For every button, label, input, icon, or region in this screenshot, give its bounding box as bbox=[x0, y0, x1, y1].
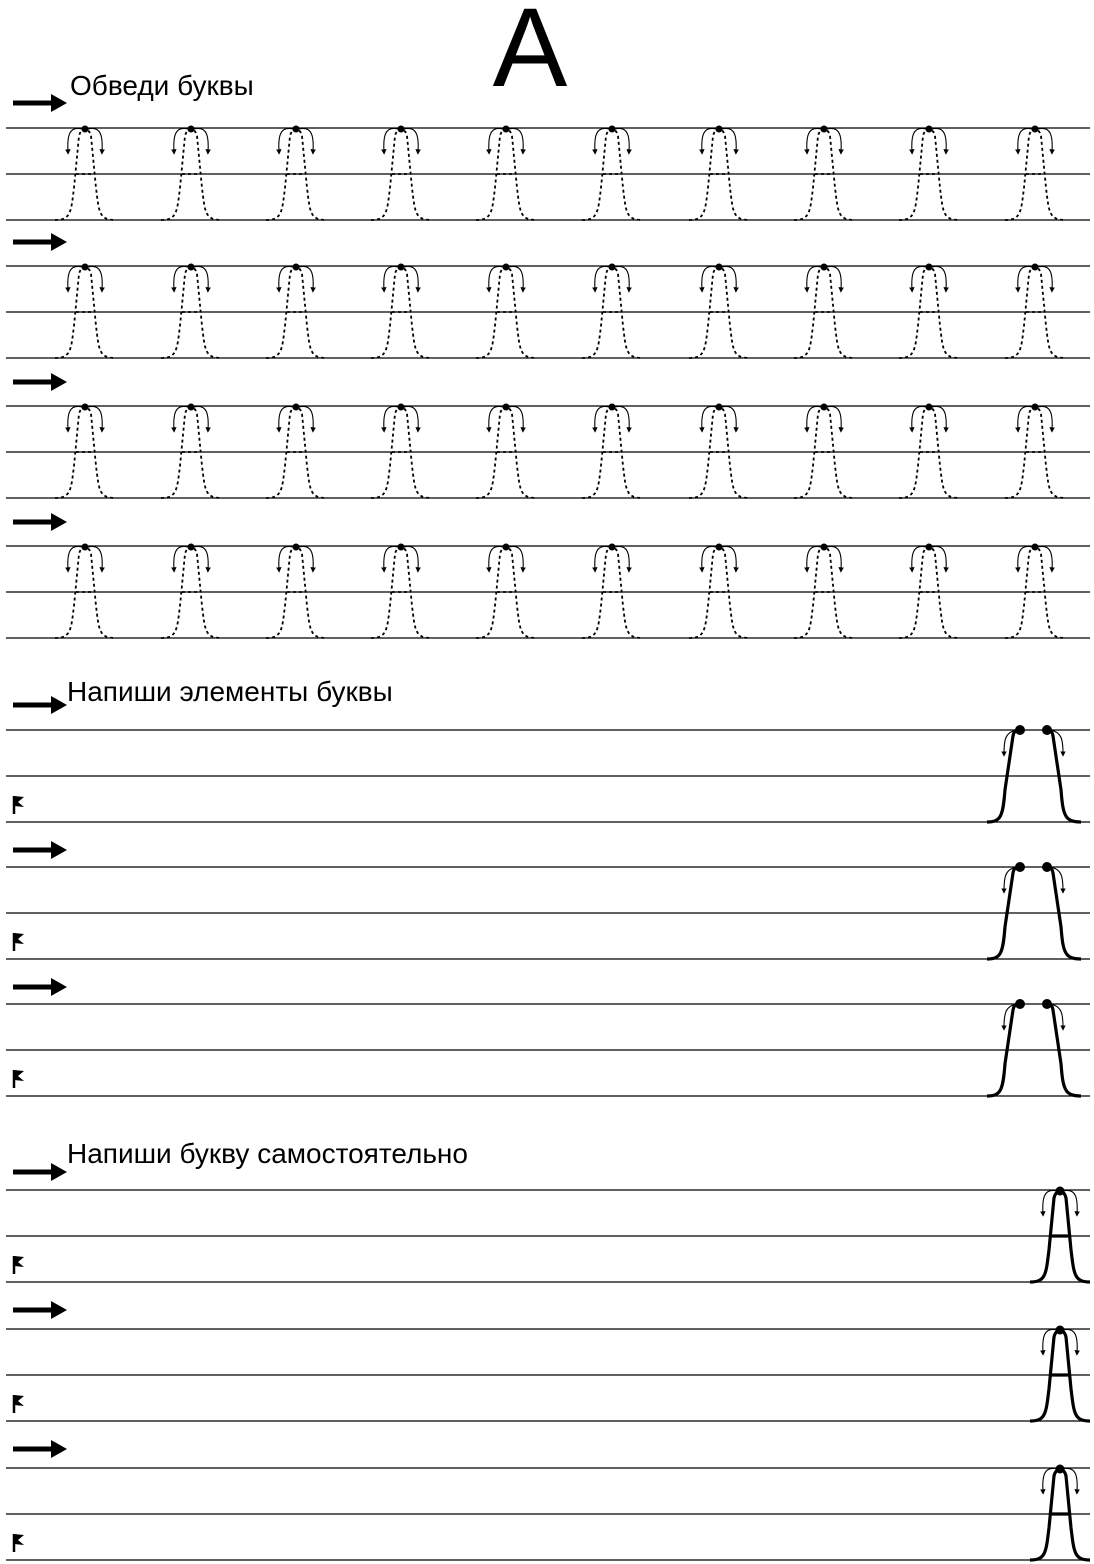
trace-letter bbox=[55, 544, 115, 639]
arrow-head bbox=[51, 94, 67, 112]
start-dot bbox=[293, 404, 300, 411]
start-dot bbox=[82, 126, 89, 133]
start-dot bbox=[398, 404, 405, 411]
start-dot bbox=[503, 126, 510, 133]
trace-letter bbox=[1005, 544, 1065, 639]
start-dot bbox=[503, 544, 510, 551]
start-dot bbox=[926, 264, 933, 271]
start-dot bbox=[398, 544, 405, 551]
trace-letter bbox=[161, 264, 221, 359]
arrow-head bbox=[51, 696, 67, 714]
start-dot bbox=[609, 404, 616, 411]
trace-letter bbox=[582, 264, 642, 359]
trace-letter bbox=[161, 126, 221, 221]
trace-letter bbox=[476, 404, 536, 499]
trace-letter bbox=[1005, 264, 1065, 359]
start-dot bbox=[293, 544, 300, 551]
flag-icon bbox=[14, 1070, 24, 1088]
arrow-head bbox=[51, 1301, 67, 1319]
start-dot bbox=[609, 544, 616, 551]
right-arrow-icon bbox=[13, 696, 67, 714]
right-arrow-icon bbox=[13, 94, 67, 112]
sample-letter bbox=[1030, 1465, 1090, 1561]
start-dot bbox=[503, 404, 510, 411]
trace-letter bbox=[1005, 126, 1065, 221]
letter-elements-sample bbox=[987, 999, 1081, 1096]
trace-letter bbox=[266, 544, 326, 639]
flag-cloth bbox=[14, 796, 24, 807]
trace-letter bbox=[266, 404, 326, 499]
flag-cloth bbox=[14, 1395, 24, 1406]
trace-letter bbox=[794, 544, 854, 639]
start-dot bbox=[926, 404, 933, 411]
start-dot bbox=[503, 264, 510, 271]
arrow-head bbox=[51, 373, 67, 391]
arrow-head bbox=[51, 978, 67, 996]
sample-letter bbox=[1030, 1326, 1090, 1422]
row-markers bbox=[13, 94, 67, 1552]
trace-letter bbox=[794, 404, 854, 499]
right-arrow-icon bbox=[13, 1163, 67, 1181]
start-dot bbox=[716, 544, 723, 551]
start-dot bbox=[82, 404, 89, 411]
start-dot bbox=[1032, 264, 1039, 271]
arrow-head bbox=[51, 513, 67, 531]
trace-letter bbox=[371, 126, 431, 221]
start-dot bbox=[82, 264, 89, 271]
letter-elements-sample bbox=[987, 725, 1081, 822]
start-dot bbox=[716, 126, 723, 133]
start-dot bbox=[821, 264, 828, 271]
right-arrow-icon bbox=[13, 373, 67, 391]
flag-icon bbox=[14, 1534, 24, 1552]
trace-letter bbox=[899, 404, 959, 499]
trace-letter bbox=[582, 126, 642, 221]
trace-letter bbox=[161, 544, 221, 639]
trace-letter bbox=[55, 404, 115, 499]
trace-letter bbox=[476, 264, 536, 359]
instruction-elements: Напиши элементы буквы bbox=[67, 676, 393, 707]
trace-letter bbox=[689, 544, 749, 639]
right-arrow-icon bbox=[13, 513, 67, 531]
start-dot bbox=[188, 264, 195, 271]
start-dot bbox=[821, 544, 828, 551]
trace-letter bbox=[899, 544, 959, 639]
trace-letter bbox=[371, 404, 431, 499]
sample-letter bbox=[1030, 1187, 1090, 1283]
trace-letter bbox=[689, 126, 749, 221]
page-title-letter: А bbox=[492, 0, 568, 110]
flag-cloth bbox=[14, 1534, 24, 1545]
trace-letter bbox=[689, 264, 749, 359]
start-dot bbox=[188, 544, 195, 551]
arrow-head bbox=[51, 233, 67, 251]
start-dot bbox=[716, 404, 723, 411]
right-arrow-icon bbox=[13, 978, 67, 996]
trace-letter bbox=[371, 264, 431, 359]
right-arrow-icon bbox=[13, 1440, 67, 1458]
flag-icon bbox=[14, 1395, 24, 1413]
start-dot bbox=[821, 404, 828, 411]
start-dot bbox=[1032, 544, 1039, 551]
start-dot bbox=[398, 126, 405, 133]
trace-letter bbox=[899, 126, 959, 221]
trace-letter bbox=[582, 404, 642, 499]
start-dot bbox=[821, 126, 828, 133]
trace-letter bbox=[582, 544, 642, 639]
start-dot bbox=[1032, 126, 1039, 133]
trace-letter bbox=[371, 544, 431, 639]
letter-elements-sample bbox=[987, 862, 1081, 959]
flag-icon bbox=[14, 933, 24, 951]
trace-letter bbox=[55, 264, 115, 359]
trace-letter bbox=[476, 544, 536, 639]
start-dot bbox=[188, 404, 195, 411]
ruled-lines bbox=[6, 128, 1090, 1560]
start-dot bbox=[293, 126, 300, 133]
start-dot bbox=[609, 126, 616, 133]
trace-letter bbox=[476, 126, 536, 221]
trace-letter bbox=[794, 126, 854, 221]
instruction-self: Напиши букву самостоятельно bbox=[67, 1138, 468, 1169]
arrow-head bbox=[51, 1163, 67, 1181]
arrow-head bbox=[51, 841, 67, 859]
trace-letter bbox=[55, 126, 115, 221]
flag-cloth bbox=[14, 1070, 24, 1081]
trace-letter bbox=[1005, 404, 1065, 499]
start-dot bbox=[398, 264, 405, 271]
right-arrow-icon bbox=[13, 841, 67, 859]
flag-cloth bbox=[14, 1256, 24, 1267]
start-dot bbox=[609, 264, 616, 271]
start-dot bbox=[188, 126, 195, 133]
start-dot bbox=[716, 264, 723, 271]
start-dot bbox=[926, 544, 933, 551]
trace-letter bbox=[899, 264, 959, 359]
flag-icon bbox=[14, 1256, 24, 1274]
trace-letter bbox=[266, 264, 326, 359]
flag-cloth bbox=[14, 933, 24, 944]
start-dot bbox=[293, 264, 300, 271]
trace-letter bbox=[794, 264, 854, 359]
flag-icon bbox=[14, 796, 24, 814]
start-dot bbox=[926, 126, 933, 133]
trace-letter bbox=[161, 404, 221, 499]
start-dot bbox=[1032, 404, 1039, 411]
arrow-head bbox=[51, 1440, 67, 1458]
trace-letter bbox=[689, 404, 749, 499]
letter-samples bbox=[55, 126, 1090, 1561]
right-arrow-icon bbox=[13, 1301, 67, 1319]
trace-letter bbox=[266, 126, 326, 221]
start-dot bbox=[82, 544, 89, 551]
right-arrow-icon bbox=[13, 233, 67, 251]
instruction-trace: Обведи буквы bbox=[70, 70, 254, 101]
